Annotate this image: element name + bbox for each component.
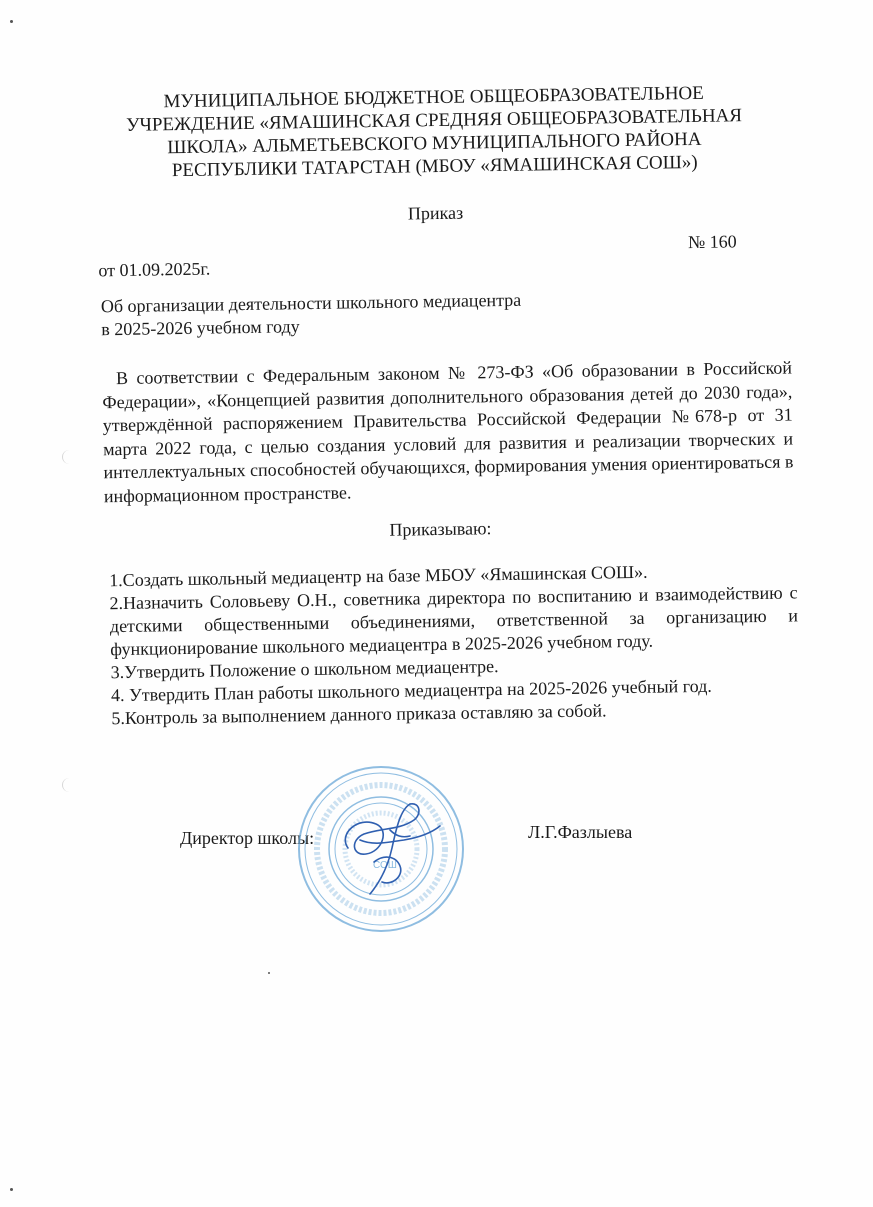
- order-number: № 160: [687, 231, 737, 253]
- order-date: от 01.09.2025г.: [98, 258, 211, 281]
- header-line: РЕСПУБЛИКИ ТАТАРСТАН (МБОУ «ЯМАШИНСКАЯ СОШ»): [171, 151, 698, 182]
- order-item: 2.Назначить Соловьеву О.Н., советника директора по воспитанию и взаимодействию с детскими общественными объединениями, ответственной за организацию и функционирование школьного медиацентра в 2025-2026 учебном году.: [109, 582, 799, 660]
- seal-text: СОШ: [373, 860, 397, 871]
- subject-line: в 2025-2026 учебном году: [101, 316, 300, 340]
- order-item: 5.Контроль за выполнением данного приказа оставляю за собой.: [111, 700, 607, 729]
- director-name: Л.Г.Фазлыева: [528, 822, 633, 842]
- subject-line: Об организации деятельности школьного медиацентра: [100, 289, 522, 317]
- header-line: УЧРЕЖДЕНИЕ «ЯМАШИНСКАЯ СРЕДНЯЯ ОБЩЕОБРАЗОВАТЕЛЬНАЯ: [125, 105, 743, 136]
- director-label: Директор школы:: [180, 828, 315, 848]
- header-line: ШКОЛА» АЛЬМЕТЬЕВСКОГО МУНИЦИПАЛЬНОГО РАЙОНА: [167, 128, 702, 159]
- order-item: 4. Утвердить План работы школьного медиацентра на 2025-2026 учебный год.: [110, 675, 712, 706]
- document-title: Приказ: [407, 202, 464, 224]
- header-line: МУНИЦИПАЛЬНОЕ БЮДЖЕТНОЕ ОБЩЕОБРАЗОВАТЕЛЬНОЕ: [163, 82, 704, 113]
- director-signature: [330, 790, 450, 900]
- order-directive-word: Приказываю:: [389, 518, 492, 540]
- preamble-paragraph: В соответствии с Федеральным законом № 273-ФЗ «Об образовании в Российской Федерации», «Концепцией развития дополнительного образования детей до 2030 года», утверждённой распоряжением Правительства Российской Федерации №678-р от 31 марта 2022 года, с целью создания условий для развития и реализации творческих и интеллектуальных способностей обучающихся, формирования умения ориентироваться в информационном пространстве.: [102, 357, 794, 506]
- order-item: 1.Создать школьный медиацентр на базе МБОУ «Ямашинская СОШ».: [109, 561, 648, 591]
- order-item: 3.Утвердить Положение о школьном медиацентре.: [110, 656, 499, 683]
